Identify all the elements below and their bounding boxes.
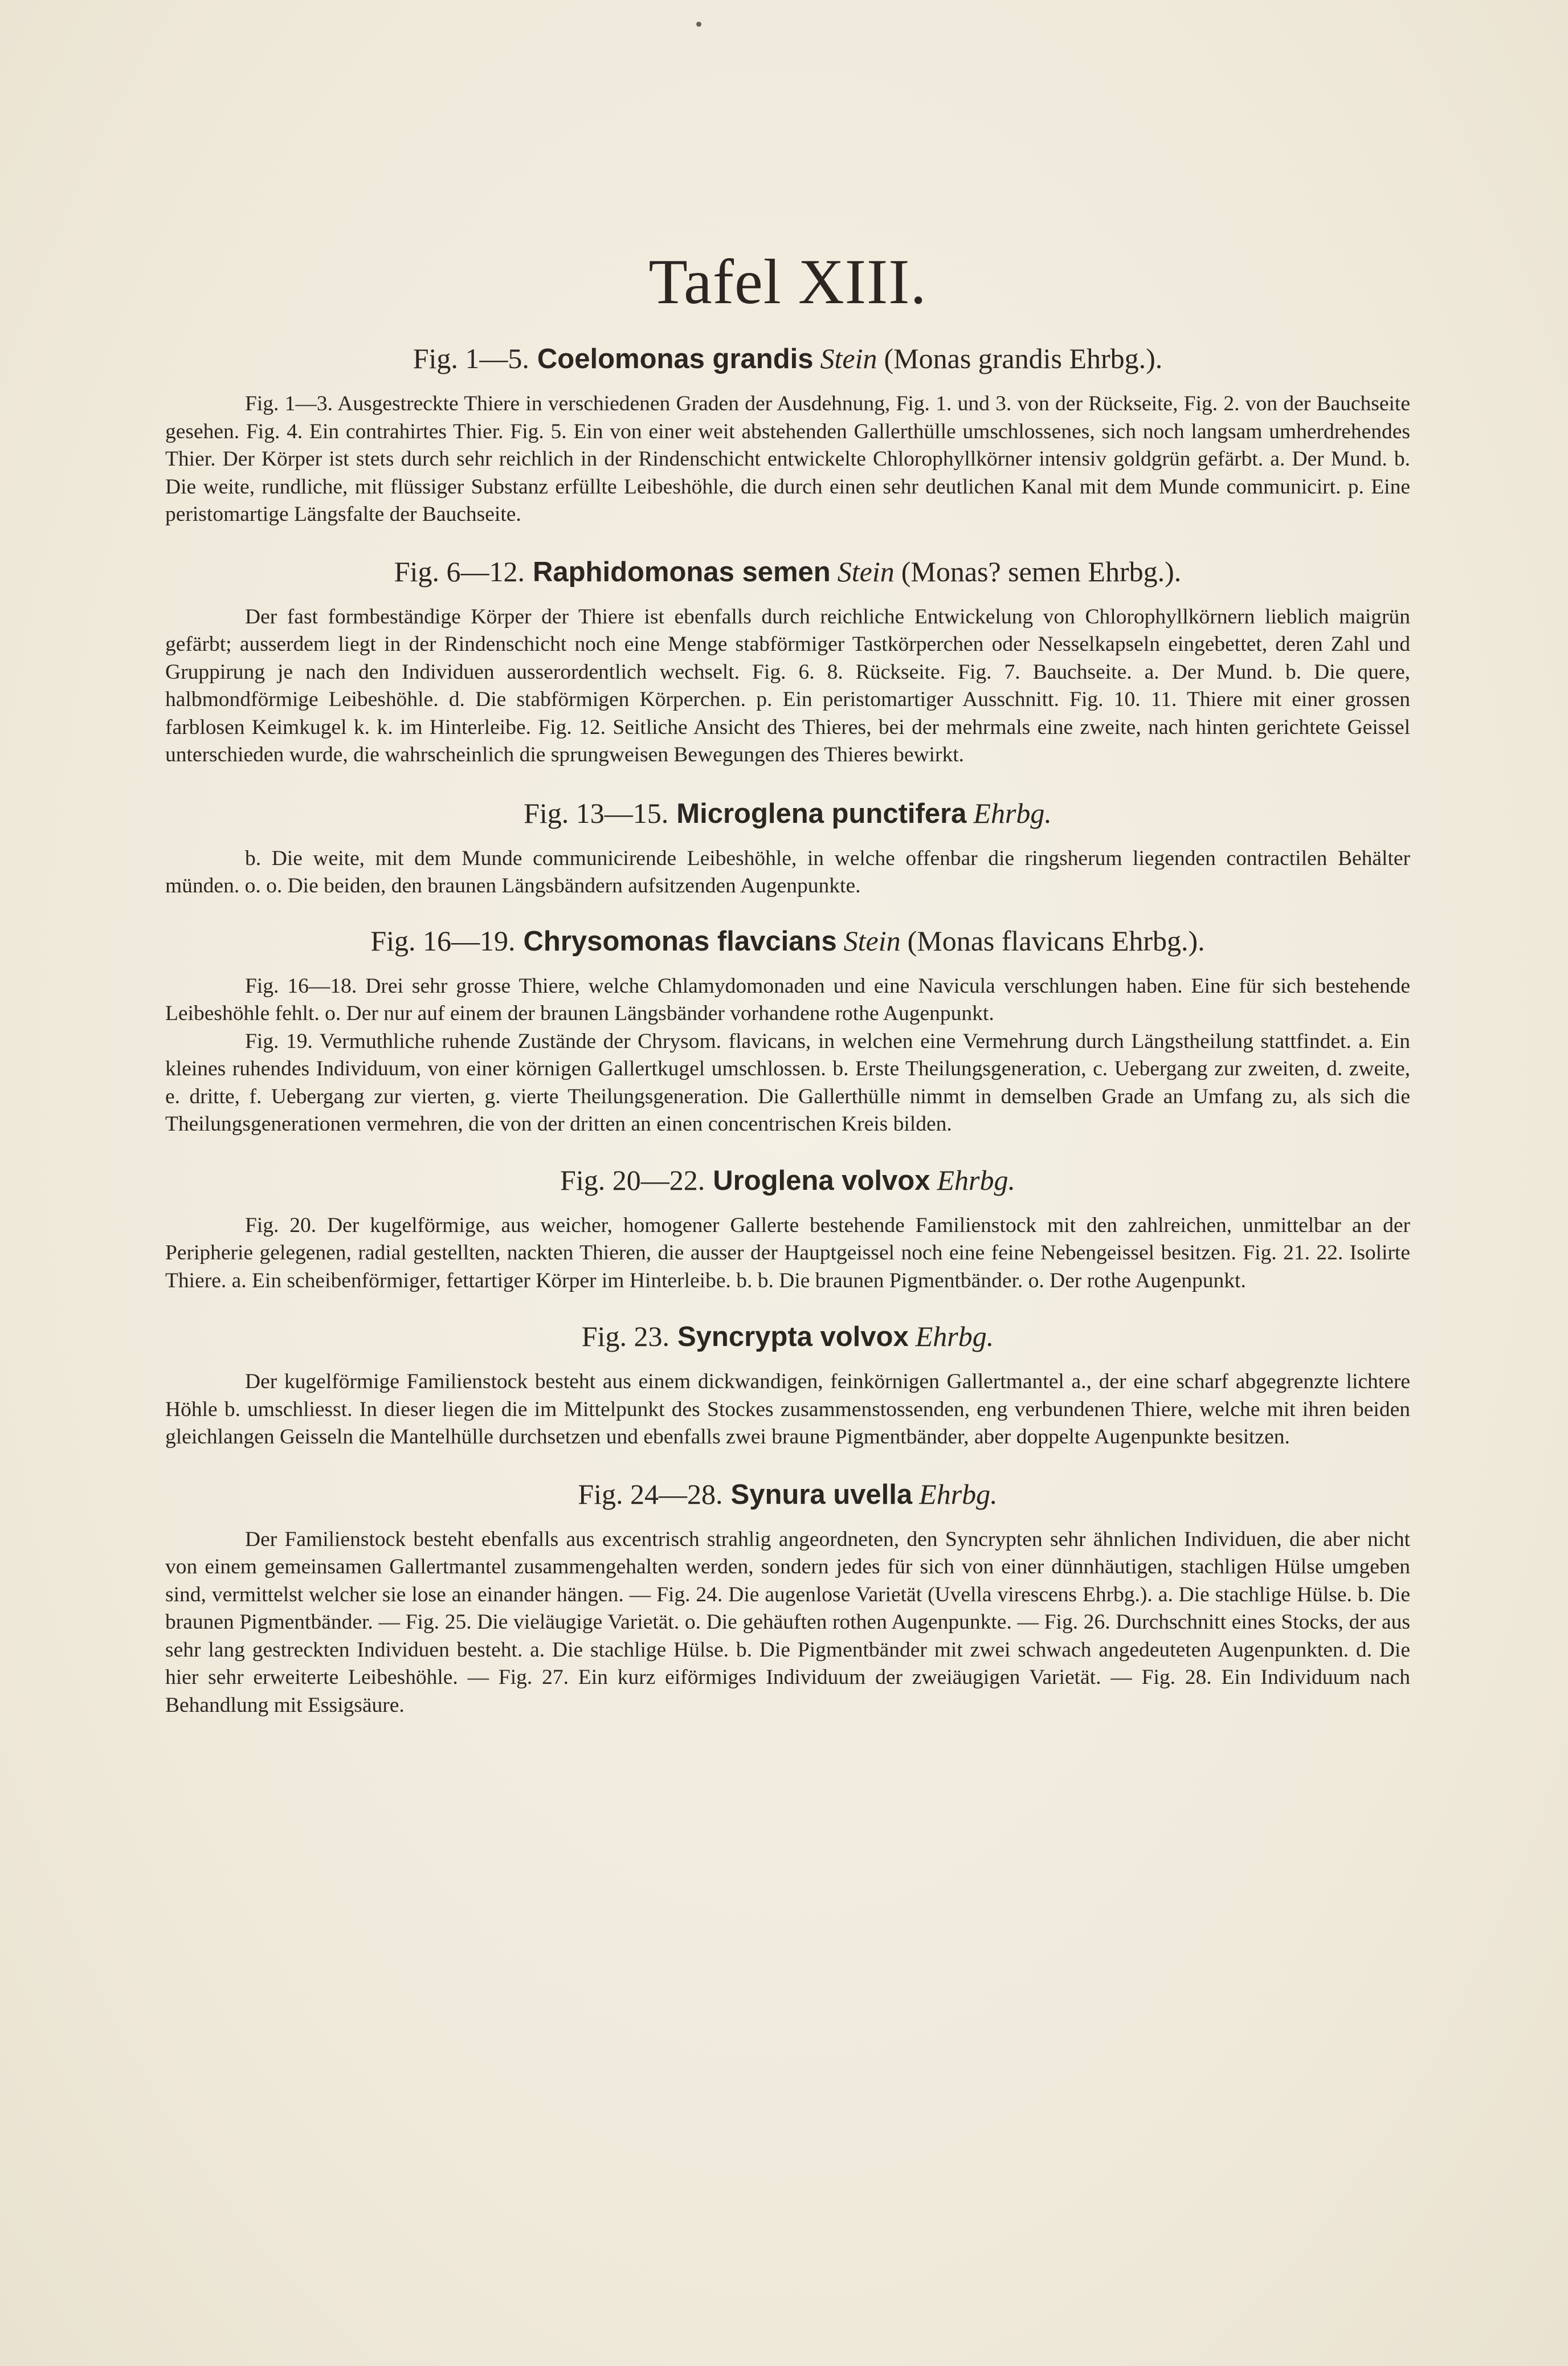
species-synonym: (Monas grandis Ehrbg.). <box>884 342 1163 374</box>
section-synura <box>165 1476 1410 1720</box>
section-heading <box>165 1476 1410 1512</box>
figure-range: Fig. 1—5. <box>413 342 529 374</box>
printing-speck <box>696 22 701 27</box>
species-author: Ehrbg. <box>937 1164 1015 1196</box>
plate-title: Tafel XIII. <box>648 247 927 317</box>
section-heading <box>165 1319 1410 1355</box>
description-paragraph: Der fast formbeständige Körper der Thiere ist ebenfalls durch reichliche Entwickelung von Chlorophyllkörnern lieblich maigrün gefärbt; ausserdem liegt in der Rindenschicht noch eine Menge stabförmiger Tastkörperchen oder Nesselkapseln eingebettet, deren Zahl und Gruppirung je nach den Individuen ausserordentlich wechselt. Fig. 6. 8. Rückseite. Fig. 7. Bauchseite. a. Der Mund. b. Die quere, halbmondförmige Leibeshöhle. d. Die stabförmigen Körperchen. p. Ein peristomartiger Ausschnitt. Fig. 10. 11. Thiere mit einer grossen farblosen Keimkugel k. k. im Hinterleibe. Fig. 12. Seitliche Ansicht des Thieres, bei der mehrmals eine zweite, nach hinten gerichtete Geissel unterschieden wurde, die wahrscheinlich die sprungweisen Bewegungen des Thieres bewirkt. <box>165 605 1410 766</box>
species-name: Coelomonas grandis <box>537 344 814 374</box>
figure-range: Fig. 6—12. <box>394 555 525 588</box>
species-author: Ehrbg. <box>973 797 1052 829</box>
section-heading <box>165 923 1410 959</box>
species-name: Uroglena volvox <box>713 1165 930 1196</box>
figure-range: Fig. 23. <box>581 1320 669 1352</box>
species-name: Syncrypta volvox <box>677 1321 909 1352</box>
description-paragraph: Fig. 20. Der kugelförmige, aus weicher, homogener Gallerte bestehende Familienstock mit den zahlreichen, unmittelbar an der Peripherie gelegenen, radial gestellten, nackten Thieren, die ausser der Hauptgeissel noch eine feine Nebengeissel besitzen. Fig. 21. 22. Isolirte Thiere. a. Ein scheibenförmiger, fettartiger Körper im Hinterleibe. b. b. Die braunen Pigmentbänder. o. Der rothe Augenpunkt. <box>165 1213 1410 1292</box>
section-heading <box>165 554 1410 590</box>
figure-range: Fig. 16—19. <box>370 924 516 957</box>
species-author: Stein <box>837 555 895 588</box>
section-chrysomonas <box>165 923 1410 1139</box>
species-name: Chrysomonas flavcians <box>523 925 837 957</box>
section-heading <box>165 796 1410 831</box>
species-synonym: (Monas? semen Ehrbg.). <box>901 555 1182 588</box>
description-paragraph: Der Familienstock besteht ebenfalls aus excentrisch strahlig angeordneten, den Syncrypten sehr ähnlichen Individuen, die aber nicht von einem gemeinsamen Gallertmantel zusammengehalten werden, sondern jedes für sich von einer dünnhäutigen, stachligen Hülse umgeben sind, vermittelst welcher sie lose an einander hängen. — Fig. 24. Die augenlose Varietät (Uvella virescens Ehrbg.). a. Die stachlige Hülse. b. Die braunen Pigmentbänder. — Fig. 25. Die vieläugige Varietät. o. Die gehäuften rothen Augenpunkte. — Fig. 26. Durchschnitt eines Stocks, der aus sehr lang gestreckten Individuen besteht. a. Die stachlige Hülse. b. Die Pigmentbänder mit zwei schwach angedeuteten Augenpunkten. d. Die hier sehr erweiterte Leibeshöhle. — Fig. 27. Ein kurz eiförmiges Individuum der zweiäugigen Varietät. — Fig. 28. Ein Individuum nach Behandlung mit Essigsäure. <box>165 1527 1410 1717</box>
plate-text <box>165 245 1410 1719</box>
section-uroglena <box>165 1162 1410 1295</box>
description-paragraph: b. Die weite, mit dem Munde communicirende Leibeshöhle, in welche offenbar die ringsherum liegenden contractilen Behälter münden. o. o. Die beiden, den braunen Längsbändern aufsitzenden Augenpunkte. <box>165 846 1410 898</box>
species-synonym: (Monas flavicans Ehrbg.). <box>907 924 1205 957</box>
section-raphidomonas <box>165 554 1410 769</box>
figure-range: Fig. 13—15. <box>524 797 669 829</box>
description-paragraph: Fig. 16—18. Drei sehr grosse Thiere, welche Chlamydomonaden und eine Navicula verschlungen haben. Eine für sich bestehende Leibeshöhle fehlt. o. Der nur auf einem der braunen Längsbänder vorhandene rothe Augenpunkt. <box>165 974 1410 1025</box>
species-author: Ehrbg. <box>915 1320 994 1352</box>
description-paragraph: Fig. 19. Vermuthliche ruhende Zustände der Chrysom. flavicans, in welchen eine Vermehrung durch Längstheilung stattfindet. a. Ein kleines ruhendes Individuum, von einer körnigen Gallertkugel umschlossen. b. Erste Theilungsgeneration, c. Uebergang zur zweiten, d. zweite, e. dritte, f. Uebergang zur vierten, g. vierte Theilungsgeneration. Die Gallerthülle nimmt in demselben Grade an Umfang zu, als sich die Theilungsgenerationen vermehren, die von der dritten an einen concentrischen Kreis bilden. <box>165 1029 1410 1136</box>
section-heading <box>165 341 1410 377</box>
description-paragraph: Fig. 1—3. Ausgestreckte Thiere in verschiedenen Graden der Ausdehnung, Fig. 1. und 3. von der Rückseite, Fig. 2. von der Bauchseite gesehen. Fig. 4. Ein contrahirtes Thier. Fig. 5. Ein von einer weit abstehenden Gallerthülle umschlossenes, sich noch langsam umherdrehendes Thier. Der Körper ist stets durch sehr reichlich in der Rindenschicht entwickelte Chlorophyllkörner intensiv goldgrün gefärbt. a. Der Mund. b. Die weite, rundliche, mit flüssiger Substanz erfüllte Leibeshöhle, die durch einen sehr deutlichen Kanal mit dem Munde communicirt. p. Eine peristomartige Längsfalte der Bauchseite. <box>165 392 1410 526</box>
species-name: Raphidomonas semen <box>532 556 831 588</box>
species-author: Stein <box>843 924 901 957</box>
section-coelomonas <box>165 341 1410 529</box>
figure-range: Fig. 24—28. <box>578 1478 723 1510</box>
section-microglena <box>165 796 1410 900</box>
figure-range: Fig. 20—22. <box>560 1164 705 1196</box>
species-name: Microglena punctifera <box>676 798 967 829</box>
description-paragraph: Der kugelförmige Familienstock besteht aus einem dickwandigen, feinkörnigen Gallertmantel a., der eine scharf abgegrenzte lichtere Höhle b. umschliesst. In dieser liegen die im Mittelpunkt des Stockes zusammenstossenden, eng verbundenen Thiere, welche mit ihren beiden gleichlangen Geisseln die Mantelhülle durchsetzen und ebenfalls zwei braune Pigmentbänder, aber doppelte Augenpunkte besitzen. <box>165 1370 1410 1449</box>
species-author: Stein <box>820 342 877 374</box>
section-heading <box>165 1162 1410 1198</box>
species-name: Synura uvella <box>730 1479 913 1510</box>
species-author: Ehrbg. <box>919 1478 998 1510</box>
section-syncrypta <box>165 1319 1410 1451</box>
